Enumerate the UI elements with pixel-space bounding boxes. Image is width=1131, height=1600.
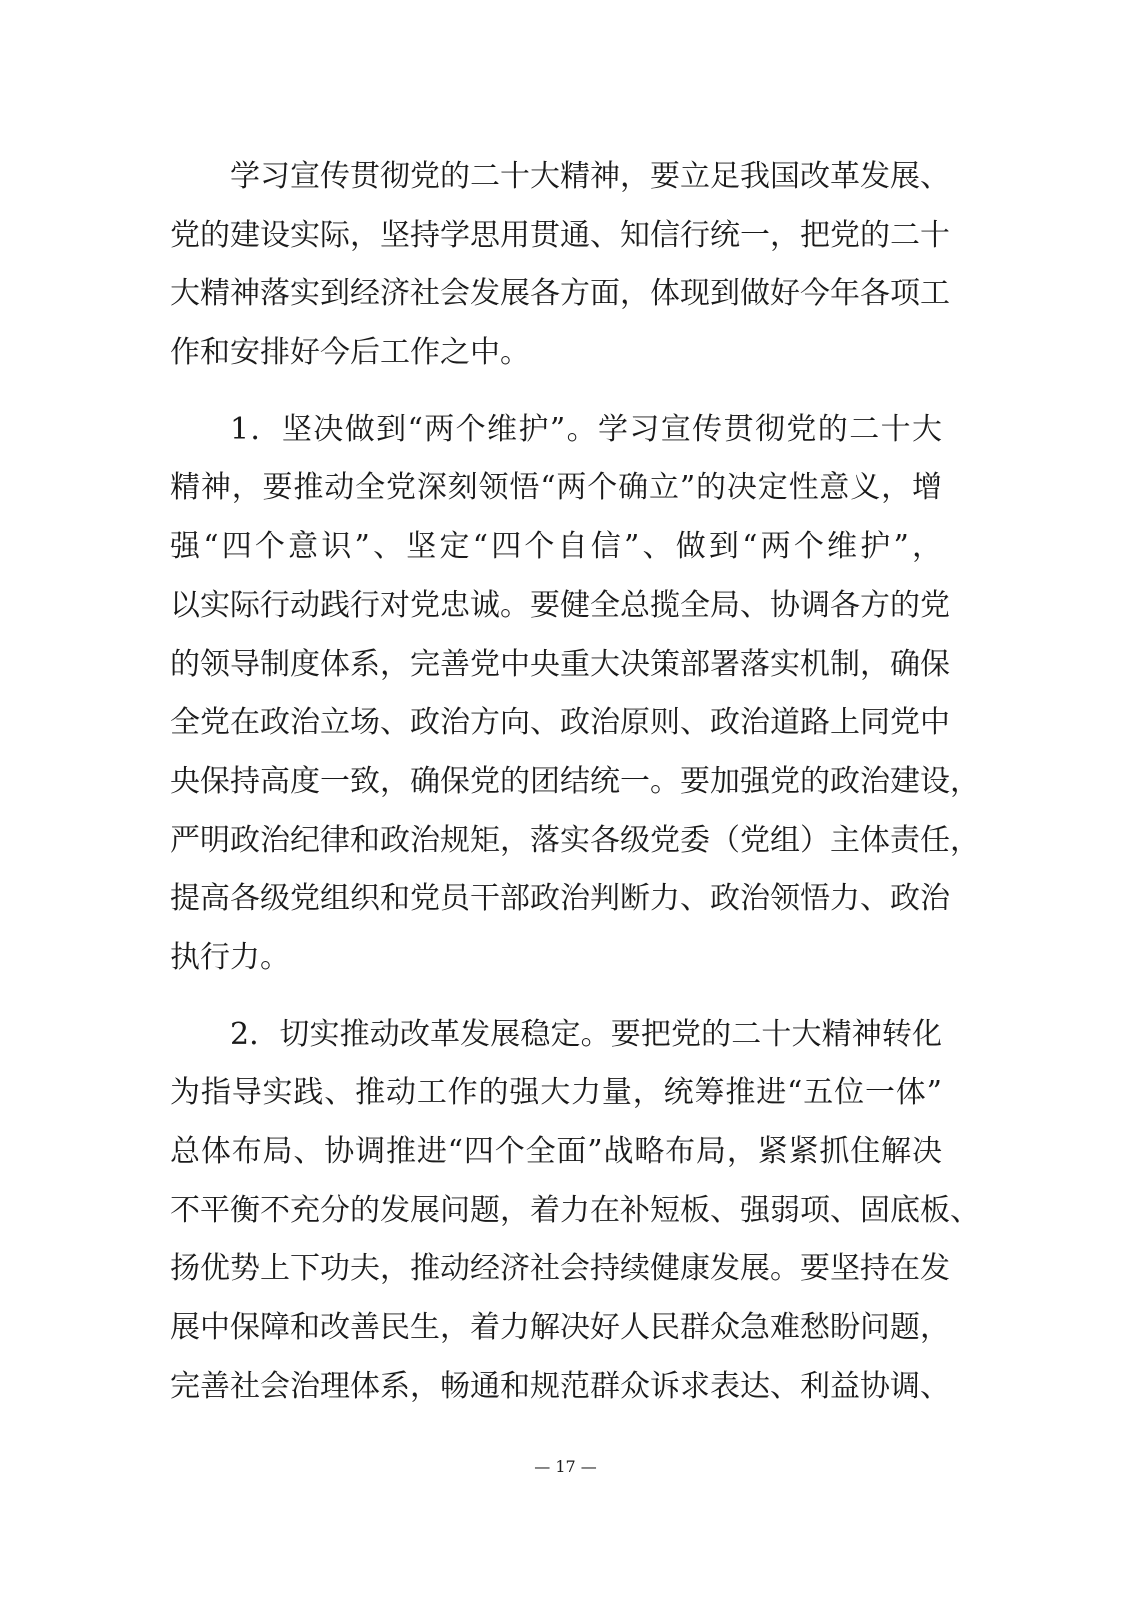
text-line: 精神，要推动全党深刻领悟“两个确立”的决定性意义，增: [170, 470, 942, 506]
paragraph-item-2: [170, 1006, 980, 1417]
paragraph-item-1: [170, 401, 980, 988]
text-line: 强“四个意识”、坚定“四个自信”、做到“两个维护”，: [170, 529, 942, 565]
text-line: 2．切实推动改革发展稳定。要把党的二十大精神转化: [230, 1016, 942, 1052]
text-line: 为指导实践、推动工作的强大力量，统筹推进“五位一体”: [170, 1075, 942, 1111]
text-line: 作和安排好今后工作之中。: [170, 335, 530, 371]
text-line: 完善社会治理体系，畅通和规范群众诉求表达、利益协调、: [170, 1368, 950, 1404]
text-line: 以实际行动践行对党忠诚。要健全总揽全局、协调各方的党: [170, 587, 950, 623]
text-line: 学习宣传贯彻党的二十大精神，要立足我国改革发展、: [230, 159, 950, 194]
text-line: 扬优势上下功夫，推动经济社会持续健康发展。要坚持在发: [170, 1251, 950, 1287]
text-line: 全党在政治立场、政治方向、政治原则、政治道路上同党中: [170, 705, 950, 741]
text-line: 1．坚决做到“两个维护”。学习宣传贯彻党的二十大: [230, 411, 942, 447]
text-line: 党的建设实际，坚持学思用贯通、知信行统一，把党的二十: [170, 217, 950, 253]
page-number: — 17 —: [534, 1457, 597, 1476]
paragraph-spacer: [170, 383, 942, 401]
text-line: 执行力。: [170, 939, 290, 975]
text-line: 严明政治纪律和政治规矩，落实各级党委（党组）主体责任，: [170, 822, 980, 858]
text-line: 的领导制度体系，完善党中央重大决策部署落实机制，确保: [170, 646, 950, 682]
text-line: 央保持高度一致，确保党的团结统一。要加强党的政治建设，: [170, 763, 980, 799]
text-line: 展中保障和改善民生，着力解决好人民群众急难愁盼问题，: [170, 1310, 950, 1346]
text-line: 提高各级党组织和党员干部政治判断力、政治领悟力、政治: [170, 881, 950, 917]
paragraph-spacer: [170, 988, 942, 1006]
paragraph-intro: [170, 148, 950, 383]
text-line: 大精神落实到经济社会发展各方面，体现到做好今年各项工: [170, 276, 950, 312]
text-line: 不平衡不充分的发展问题，着力在补短板、强弱项、固底板、: [170, 1192, 980, 1228]
body-text: [170, 148, 980, 1416]
text-line: 总体布局、协调推进“四个全面”战略布局，紧紧抓住解决: [170, 1134, 942, 1169]
